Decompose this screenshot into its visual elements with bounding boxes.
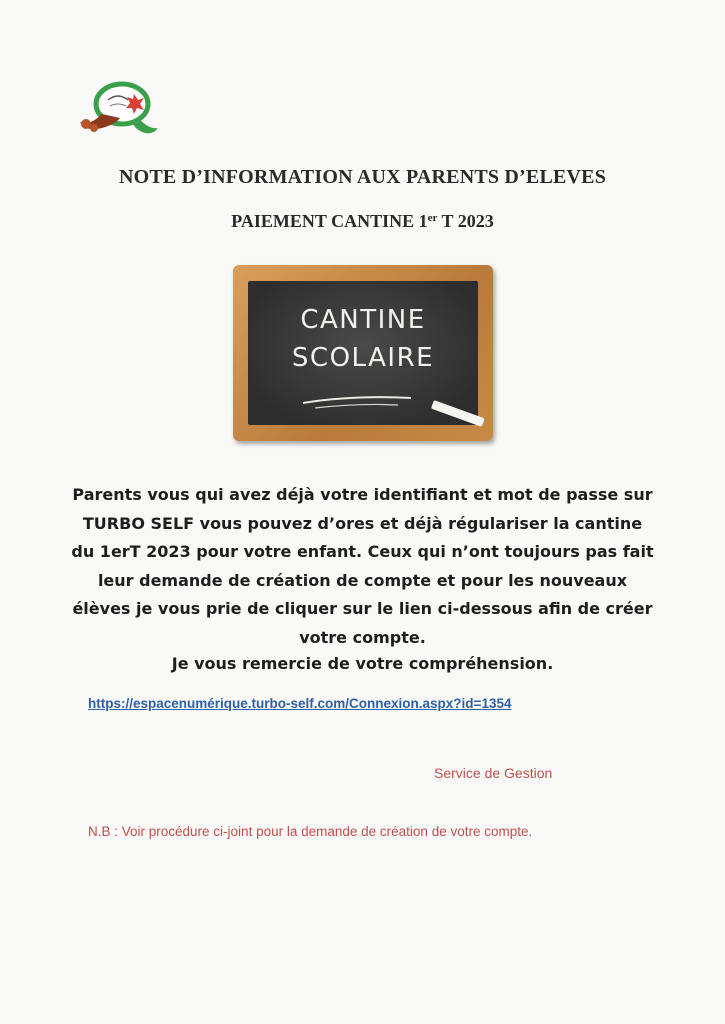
subtitle-main: PAIEMENT CANTINE 1	[231, 211, 428, 231]
school-logo-icon	[72, 78, 162, 140]
chalkboard-text-line2: SCOLAIRE	[291, 343, 435, 373]
subtitle-end: T 2023	[437, 211, 494, 231]
signature-text: Service de Gestion	[434, 765, 553, 781]
body-paragraph: Parents vous qui avez déjà votre identifiant et mot de passe sur TURBO SELF vous pouvez d’ores et déjà régulariser la cantine du 1erT 2023 pour votre enfant. Ceux qui n’ont toujours pas fait leur demande de création de compte et pour les nouveaux élèves je vous prie de cliquer sur le lien ci-dessous afin de créer votre compte.	[71, 485, 654, 647]
turbo-self-link[interactable]: https://espacenumérique.turbo-self.com/Connexion.aspx?id=1354	[88, 696, 512, 711]
note-text: N.B : Voir procédure ci-joint pour la demande de création de votre compte.	[88, 824, 533, 839]
chalkboard-image	[233, 265, 493, 441]
chalk-stroke-icon	[233, 265, 493, 441]
document-title: NOTE D’INFORMATION AUX PARENTS D’ELEVES	[118, 166, 607, 188]
document-subtitle	[0, 211, 725, 232]
subtitle-superscript: er	[427, 212, 438, 224]
thanks-text: Je vous remercie de votre compréhension.	[171, 654, 554, 673]
chalkboard-text-line1: CANTINE	[300, 305, 426, 335]
